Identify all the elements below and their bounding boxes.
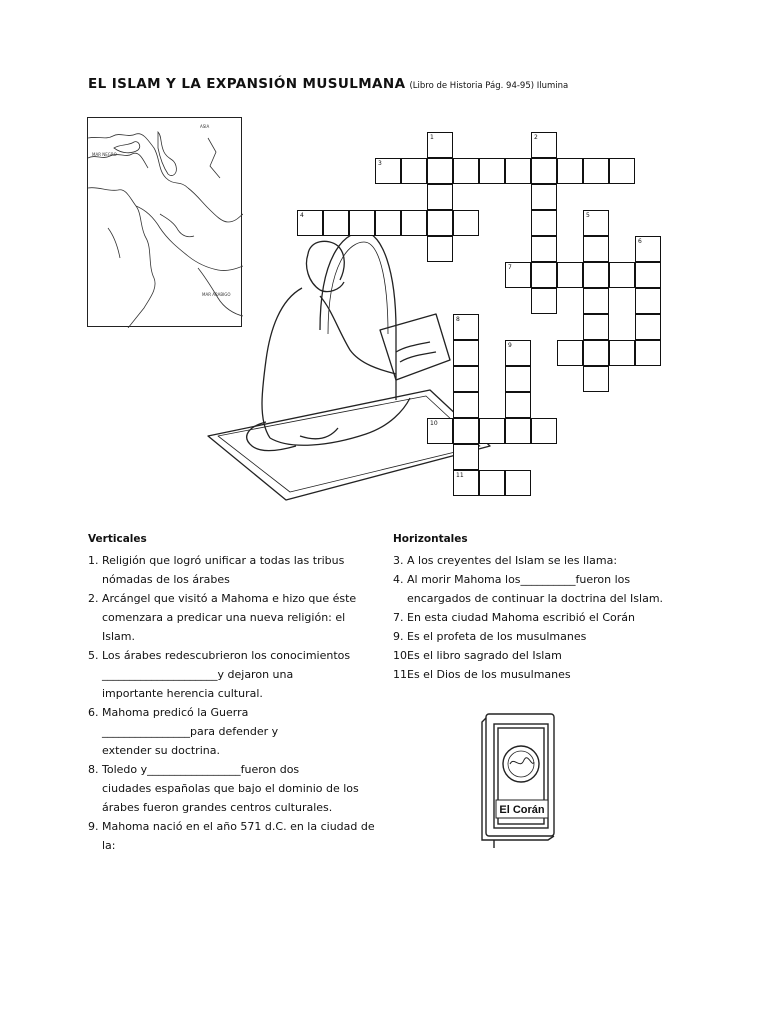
verticales-heading: Verticales — [88, 533, 147, 545]
clue-number: 7. — [393, 611, 404, 624]
crossword-number: 2 — [534, 134, 538, 141]
clue-item — [393, 665, 693, 684]
crossword-cell[interactable] — [427, 184, 453, 210]
clue-text: importante herencia cultural. — [102, 687, 263, 700]
crossword-cell[interactable] — [609, 340, 635, 366]
verticales-section — [88, 530, 378, 855]
crossword-cell[interactable] — [453, 418, 479, 444]
clue-number: 2. — [88, 592, 99, 605]
clue-item — [88, 760, 378, 817]
crossword-cell[interactable] — [375, 210, 401, 236]
clue-text: ciudades españolas que bajo el dominio de los — [102, 782, 359, 795]
clue-number: 9. — [88, 820, 99, 833]
crossword-cell[interactable] — [505, 418, 531, 444]
map-label-black-sea: MAR NEGRO — [92, 152, 117, 157]
crossword-cell[interactable] — [401, 158, 427, 184]
crossword-cell[interactable] — [479, 158, 505, 184]
clue-text: Islam. — [102, 630, 135, 643]
crossword-cell[interactable] — [609, 262, 635, 288]
crossword-cell[interactable] — [427, 236, 453, 262]
clue-number: 11. — [393, 668, 411, 681]
clue-number: 4. — [393, 573, 404, 586]
clue-item — [88, 646, 378, 703]
clue-text: En esta ciudad Mahoma escribió el Corán — [407, 611, 635, 624]
clue-text: comenzara a predicar una nueva religión: el — [102, 611, 346, 624]
crossword-cell[interactable] — [349, 210, 375, 236]
clue-number: 6. — [88, 706, 99, 719]
clue-item — [393, 608, 693, 627]
crossword-cell[interactable] — [505, 158, 531, 184]
horizontales-clue-list — [393, 551, 693, 684]
crossword-cell[interactable] — [557, 262, 583, 288]
crossword-number: 10 — [430, 420, 438, 427]
map-label-arabian-sea: MAR ARABIGO — [202, 292, 231, 297]
crossword-cell[interactable] — [583, 366, 609, 392]
crossword-number: 3 — [378, 160, 382, 167]
clue-text: Mahoma predicó la Guerra — [102, 706, 249, 719]
clue-text: Al morir Mahoma los__________fueron los — [407, 573, 631, 586]
title-subtitle: (Libro de Historia Pág. 94-95) Ilumina — [409, 81, 569, 91]
crossword-cell[interactable] — [323, 210, 349, 236]
clue-item — [393, 627, 693, 646]
map-label-asia: ASIA — [200, 124, 210, 129]
crossword-cell[interactable] — [531, 288, 557, 314]
crossword-cell[interactable] — [453, 366, 479, 392]
clue-number: 9. — [393, 630, 404, 643]
coran-book-illustration — [480, 708, 560, 850]
crossword-cell[interactable] — [453, 392, 479, 418]
clue-text: la: — [102, 839, 116, 852]
clue-item — [88, 703, 378, 760]
clue-item — [393, 551, 693, 570]
crossword-cell[interactable] — [583, 236, 609, 262]
crossword-cell[interactable] — [505, 366, 531, 392]
crossword-number: 1 — [430, 134, 434, 141]
clue-text: Arcángel que visitó a Mahoma e hizo que éste — [102, 592, 357, 605]
horizontales-section — [393, 530, 693, 684]
clue-item — [88, 589, 378, 646]
crossword-cell[interactable] — [453, 340, 479, 366]
crossword-cell[interactable] — [583, 314, 609, 340]
crossword-cell[interactable] — [531, 158, 557, 184]
clue-text: _____________________y dejaron una — [102, 668, 294, 681]
clue-text: Religión que logró unificar a todas las tribus — [102, 554, 345, 567]
clue-item — [393, 570, 693, 608]
clue-text: Es el libro sagrado del Islam — [407, 649, 562, 662]
clue-number: 8. — [88, 763, 99, 776]
crossword-cell[interactable] — [427, 158, 453, 184]
crossword-cell[interactable] — [635, 314, 661, 340]
crossword-cell[interactable] — [531, 210, 557, 236]
crossword-cell[interactable] — [609, 158, 635, 184]
crossword-cell[interactable] — [583, 262, 609, 288]
crossword-cell[interactable] — [635, 340, 661, 366]
horizontales-heading: Horizontales — [393, 533, 468, 545]
crossword-number: 11 — [456, 472, 464, 479]
crossword-cell[interactable] — [453, 158, 479, 184]
verticales-clue-list — [88, 551, 378, 855]
clue-text: A los creyentes del Islam se les llama: — [407, 554, 618, 567]
clue-text: árabes fueron grandes centros culturales. — [102, 801, 333, 814]
clue-text: Es el Dios de los musulmanes — [407, 668, 571, 681]
crossword-cell[interactable] — [479, 418, 505, 444]
crossword-cell[interactable] — [531, 184, 557, 210]
crossword-number: 5 — [586, 212, 590, 219]
crossword-cell[interactable] — [427, 210, 453, 236]
clue-text: Los árabes redescubrieron los conocimientos — [102, 649, 351, 662]
crossword-cell[interactable] — [583, 288, 609, 314]
crossword-cell[interactable] — [583, 340, 609, 366]
crossword-number: 9 — [508, 342, 512, 349]
crossword-cell[interactable] — [453, 444, 479, 470]
clue-text: Mahoma nació en el año 571 d.C. en la ciudad de — [102, 820, 375, 833]
crossword-cell[interactable] — [531, 262, 557, 288]
clue-text: Es el profeta de los musulmanes — [407, 630, 587, 643]
crossword-cell[interactable] — [505, 392, 531, 418]
crossword-cell[interactable] — [531, 236, 557, 262]
clue-number: 5. — [88, 649, 99, 662]
crossword-number: 6 — [638, 238, 642, 245]
crossword-number: 7 — [508, 264, 512, 271]
clue-text: Toledo y_________________fueron dos — [102, 763, 300, 776]
crossword-cell[interactable] — [531, 418, 557, 444]
clue-number: 3. — [393, 554, 404, 567]
clue-number: 1. — [88, 554, 99, 567]
clue-text: extender su doctrina. — [102, 744, 220, 757]
clue-number: 10. — [393, 649, 411, 662]
clue-item — [88, 551, 378, 589]
crossword-cell[interactable] — [635, 288, 661, 314]
clue-text: encargados de continuar la doctrina del Islam. — [407, 592, 664, 605]
clue-item — [88, 817, 378, 855]
clue-item — [393, 646, 693, 665]
crossword-cell[interactable] — [583, 158, 609, 184]
crossword-cell[interactable] — [479, 470, 505, 496]
crossword-cell[interactable] — [453, 210, 479, 236]
crossword-number: 8 — [456, 316, 460, 323]
crossword-cell[interactable] — [401, 210, 427, 236]
crossword-cell[interactable] — [505, 470, 531, 496]
title-text: EL ISLAM Y LA EXPANSIÓN MUSULMANA — [88, 76, 406, 92]
clue-text: ________________para defender y — [102, 725, 279, 738]
crossword-number: 4 — [300, 212, 304, 219]
clue-text: nómadas de los árabes — [102, 573, 230, 586]
book-title: El Corán — [499, 804, 545, 816]
crossword-cell[interactable] — [557, 340, 583, 366]
crossword-cell[interactable] — [635, 262, 661, 288]
crossword-cell[interactable] — [557, 158, 583, 184]
